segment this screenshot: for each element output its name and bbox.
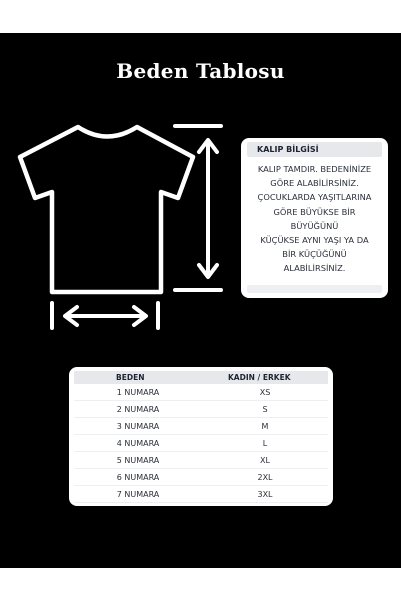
fit-info-line: KALIP TAMDIR. BEDENİNİZE (257, 164, 372, 174)
tshirt-icon (20, 127, 193, 292)
header-gender: KADIN / ERKEK (228, 373, 291, 382)
size-letter: L (262, 438, 268, 448)
table-row (74, 401, 328, 418)
size-number: 2 NUMARA (116, 404, 160, 414)
fit-info-line: BÜYÜĞÜNÜ (290, 220, 339, 231)
table-row (74, 435, 328, 452)
width-arrow-icon (52, 303, 158, 328)
fit-info-card (241, 138, 388, 298)
fit-info-heading: KALIP BİLGİSİ (247, 142, 382, 157)
table-row (74, 418, 328, 435)
size-number: 1 NUMARA (116, 387, 160, 397)
fit-info-line: ÇOCUKLARDA YAŞITLARINA (257, 192, 372, 203)
fit-info-line: BİR KÜÇÜĞÜNÜ (282, 249, 347, 260)
header-size: BEDEN (116, 373, 145, 382)
table-row (74, 452, 328, 469)
table-row (74, 384, 328, 401)
size-letter: XS (259, 387, 271, 397)
fit-info-text (241, 157, 388, 276)
table-row (74, 486, 328, 503)
size-table (69, 367, 333, 506)
fit-info-footer-bar (247, 285, 382, 293)
size-number: 5 NUMARA (116, 455, 160, 465)
size-number: 3 NUMARA (116, 421, 160, 431)
fit-info-line: ALABİLİRSİNİZ. (283, 263, 346, 274)
size-letter: 2XL (257, 472, 273, 482)
size-letter: S (262, 404, 268, 414)
fit-info-line: KÜÇÜKSE AYNI YAŞI YA DA (260, 235, 369, 246)
size-number: 7 NUMARA (116, 489, 160, 499)
size-letter: XL (260, 455, 270, 465)
page-title: Beden Tablosu (116, 59, 285, 83)
size-number: 4 NUMARA (116, 438, 160, 448)
fit-info-line: GÖRE ALABİLİRSİNİZ. (270, 178, 359, 189)
size-letter: 3XL (257, 489, 273, 499)
size-letter: M (261, 421, 269, 431)
size-number: 6 NUMARA (116, 472, 160, 482)
table-row (74, 469, 328, 486)
size-table-header (74, 371, 328, 384)
fit-info-line: GÖRE BÜYÜKSE BİR (273, 206, 356, 217)
